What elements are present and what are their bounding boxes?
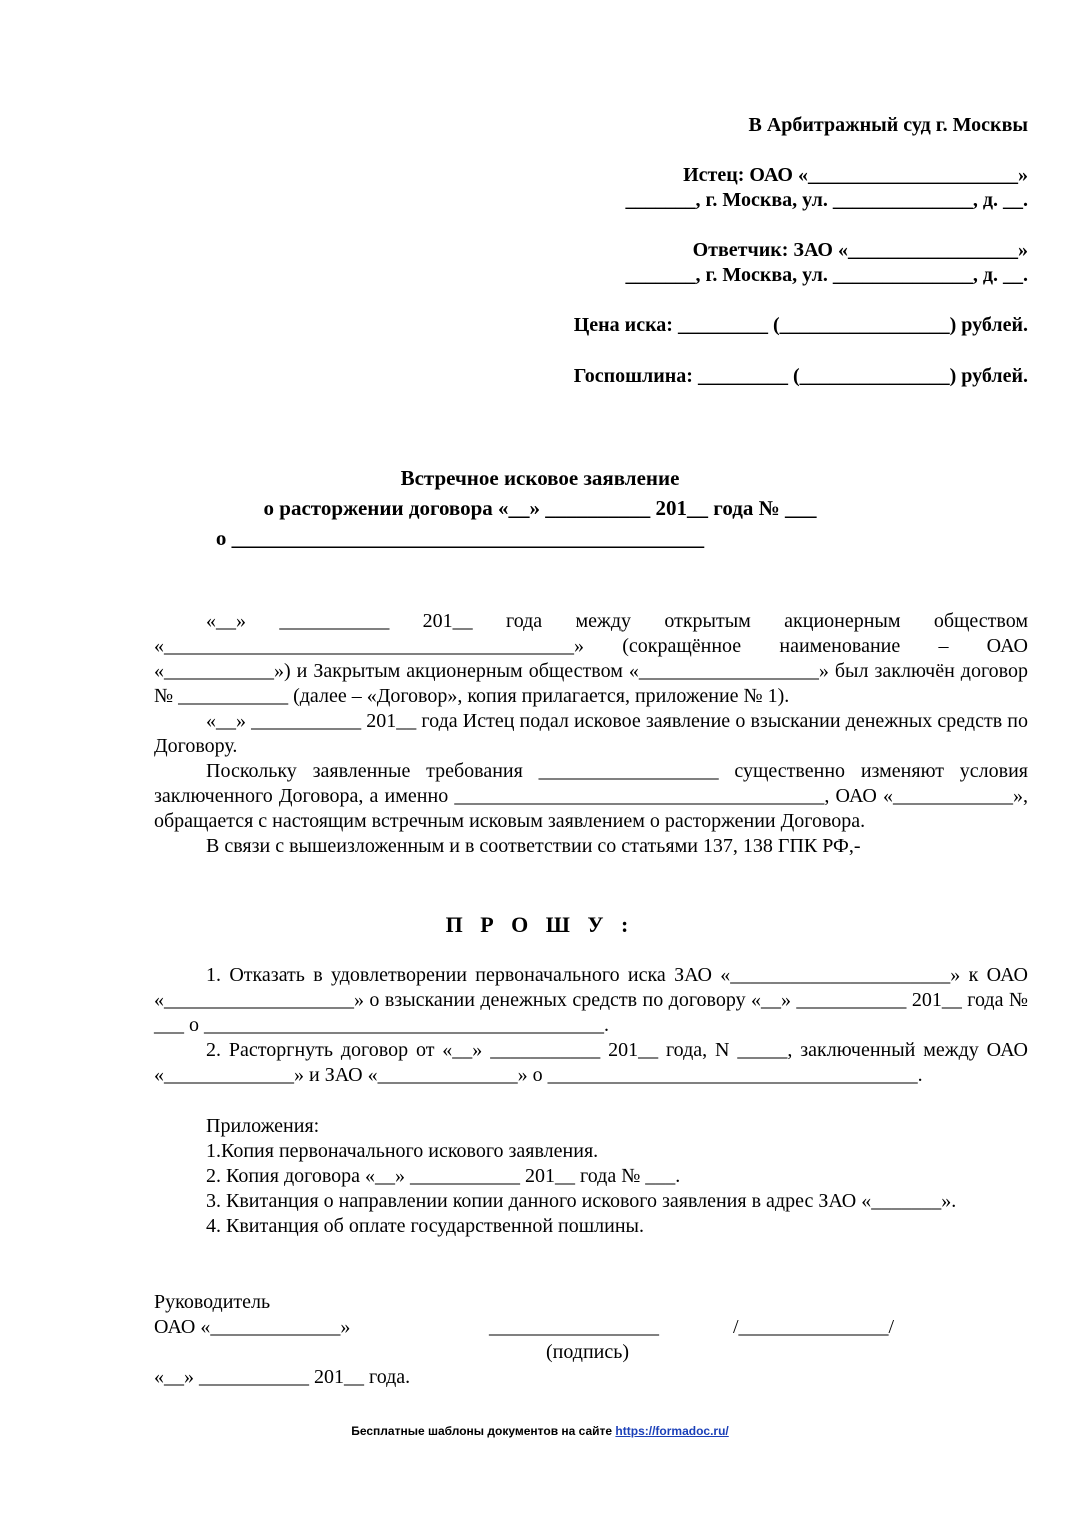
attachment-item: 3. Квитанция о направлении копии данного искового заявления в адрес ЗАО «_______». xyxy=(206,1190,957,1212)
request-item-2: 2. Расторгнуть договор от «__» ___________ 201__ года, N _____, заключенный между ОАО «_____________» и ЗАО «______________» о _____________________________________. xyxy=(154,1039,1028,1086)
document-subtitle: о расторжении договора «__» __________ 201__ года № ___ xyxy=(263,496,817,520)
plaintiff-line: Истец: ОАО «_____________________» xyxy=(683,164,1028,186)
request-heading: П Р О Ш У : xyxy=(445,912,635,937)
signature-line: _________________ xyxy=(489,1316,659,1338)
plaintiff-address: _______, г. Москва, ул. ______________, д. __. xyxy=(625,189,1028,211)
attachment-item: 1.Копия первоначального искового заявления. xyxy=(206,1140,599,1162)
defendant-line: Ответчик: ЗАО «_________________» xyxy=(692,239,1028,261)
paragraph-legal-basis: В связи с вышеизложенным и в соответствии со статьями 137, 138 ГПК РФ,- xyxy=(206,835,861,857)
defendant-address: _______, г. Москва, ул. ______________, д. __. xyxy=(625,264,1028,286)
attachment-item: 2. Копия договора «__» ___________ 201__ года № ___. xyxy=(206,1165,681,1187)
paragraph-claim: «__» ___________ 201__ года Истец подал исковое заявление о взыскании денежных средств по Договору. xyxy=(154,710,1028,757)
footer-text: Бесплатные шаблоны документов на сайте xyxy=(351,1424,616,1438)
request-item-1: 1. Отказать в удовлетворении первоначального иска ЗАО «______________________» к ОАО «___________________» о взыскании денежных средств по договору «__» ___________ 201__ года № ___ о ________________________________________. xyxy=(154,964,1028,1036)
signature-caption: (подпись) xyxy=(546,1341,630,1363)
paragraph-contract: «__» ___________ 201__ года между открытым акционерным обществом «_________________________________________» (сокращённое наименование – ОАО «___________») и Закрытым акционерным обществом «__________________» был заключён договор № ___________ (далее – «Договор», копия прилагается, приложение № 1). xyxy=(154,610,1028,707)
name-line: /_______________/ xyxy=(733,1316,895,1338)
state-fee: Госпошлина: _________ (_______________) рублей. xyxy=(573,365,1028,387)
document-subject: о _____________________________________________ xyxy=(215,526,705,550)
attachments-heading: Приложения: xyxy=(206,1115,320,1137)
attachment-item: 4. Квитанция об оплате государственной пошлины. xyxy=(206,1215,644,1237)
paragraph-grounds: Поскольку заявленные требования __________________ существенно изменяют условия заключенного Договора, а именно _____________________________________, ОАО «____________», обращается с настоящим встречным исковым заявлением о расторжении Договора. xyxy=(154,760,1028,832)
footer-link[interactable]: https://formadoc.ru/ xyxy=(615,1424,729,1438)
footer-note xyxy=(0,1424,1080,1438)
signatory-org: ОАО «_____________» xyxy=(154,1316,351,1338)
request-list xyxy=(154,963,1028,1088)
signature-date: «__» ___________ 201__ года. xyxy=(154,1366,411,1388)
signatory-role: Руководитель xyxy=(154,1291,271,1313)
document-title: Встречное исковое заявление xyxy=(400,466,680,490)
court-name: В Арбитражный суд г. Москвы xyxy=(748,114,1028,136)
claim-price: Цена иска: _________ (_________________) рублей. xyxy=(573,314,1028,336)
statement-body xyxy=(154,609,1028,859)
